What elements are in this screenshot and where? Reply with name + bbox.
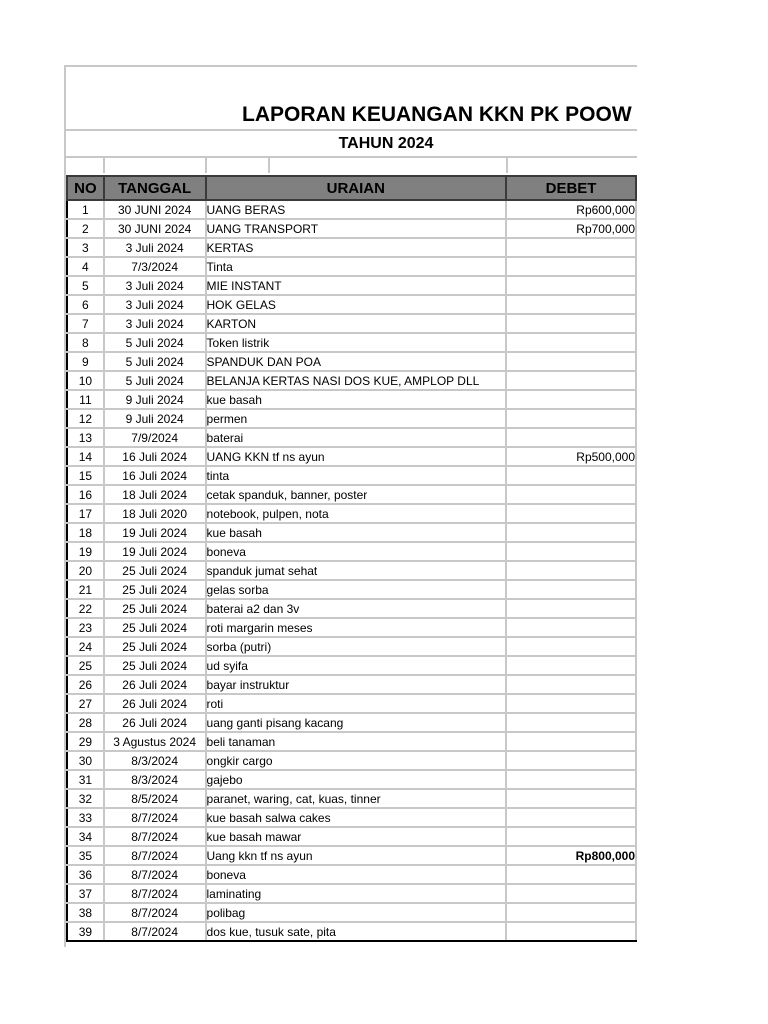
cell-uraian[interactable]: KARTON [206, 314, 507, 333]
cell-tanggal[interactable]: 8/7/2024 [104, 922, 206, 941]
cell-no[interactable]: 35 [67, 846, 104, 865]
table-row [67, 732, 636, 751]
cell-tanggal[interactable]: 8/5/2024 [104, 789, 206, 808]
table-row [67, 257, 636, 276]
cell-uraian[interactable]: boneva [206, 542, 507, 561]
cell-debet[interactable] [506, 276, 636, 295]
cell-no[interactable]: 30 [67, 751, 104, 770]
cell-tanggal[interactable]: 30 JUNI 2024 [104, 200, 206, 219]
cell-no[interactable]: 36 [67, 865, 104, 884]
cell-debet[interactable] [506, 466, 636, 485]
cell-no[interactable]: 9 [67, 352, 104, 371]
cell-no[interactable]: 13 [67, 428, 104, 447]
cell-uraian[interactable]: gajebo [206, 770, 507, 789]
cell-uraian[interactable]: UANG TRANSPORT [206, 219, 507, 238]
table-row [67, 770, 636, 789]
finance-table [66, 175, 637, 942]
table-row [67, 922, 636, 941]
cell-tanggal[interactable]: 25 Juli 2024 [104, 580, 206, 599]
cell-uraian[interactable]: boneva [206, 865, 507, 884]
cell-tanggal[interactable]: 26 Juli 2024 [104, 713, 206, 732]
cell-debet[interactable] [506, 352, 636, 371]
cell-debet[interactable] [506, 542, 636, 561]
cell-tanggal[interactable]: 19 Juli 2024 [104, 542, 206, 561]
table-row [67, 827, 636, 846]
cell-debet[interactable] [506, 504, 636, 523]
cell-debet[interactable] [506, 922, 636, 941]
cell-uraian[interactable]: sorba (putri) [206, 637, 507, 656]
cell-tanggal[interactable]: 25 Juli 2024 [104, 599, 206, 618]
cell-debet[interactable] [506, 713, 636, 732]
cell-uraian[interactable]: baterai a2 dan 3v [206, 599, 507, 618]
cell-uraian[interactable]: roti [206, 694, 507, 713]
cell-debet[interactable]: Rp800,000 [506, 846, 636, 865]
cell-no[interactable]: 14 [67, 447, 104, 466]
cell-no[interactable]: 10 [67, 371, 104, 390]
cell-tanggal[interactable]: 18 Juli 2020 [104, 504, 206, 523]
cell-no[interactable]: 6 [67, 295, 104, 314]
cell-debet[interactable] [506, 314, 636, 333]
cell-debet[interactable] [506, 238, 636, 257]
cell-debet[interactable] [506, 599, 636, 618]
cell-tanggal[interactable]: 8/7/2024 [104, 808, 206, 827]
cell-no[interactable]: 32 [67, 789, 104, 808]
table-row [67, 390, 636, 409]
cell-tanggal[interactable]: 26 Juli 2024 [104, 694, 206, 713]
cell-debet[interactable] [506, 295, 636, 314]
col-header-uraian[interactable]: URAIAN [206, 176, 507, 200]
cell-uraian[interactable]: permen [206, 409, 507, 428]
cell-debet[interactable] [506, 257, 636, 276]
cell-no[interactable]: 12 [67, 409, 104, 428]
cell-no[interactable]: 22 [67, 599, 104, 618]
cell-debet[interactable] [506, 637, 636, 656]
cell-debet[interactable] [506, 618, 636, 637]
cell-tanggal[interactable]: 18 Juli 2024 [104, 485, 206, 504]
cell-debet[interactable] [506, 485, 636, 504]
table-row [67, 789, 636, 808]
cell-uraian[interactable]: BELANJA KERTAS NASI DOS KUE, AMPLOP DLL [206, 371, 507, 390]
cell-tanggal[interactable]: 7/9/2024 [104, 428, 206, 447]
cell-debet[interactable] [506, 675, 636, 694]
cell-no[interactable]: 25 [67, 656, 104, 675]
cell-uraian[interactable]: SPANDUK DAN POA [206, 352, 507, 371]
cell-uraian[interactable]: laminating [206, 884, 507, 903]
cell-debet[interactable]: Rp500,000 [506, 447, 636, 466]
cell-uraian[interactable]: Uang kkn tf ns ayun [206, 846, 507, 865]
cell-uraian[interactable]: ongkir cargo [206, 751, 507, 770]
table-row [67, 637, 636, 656]
table-row [67, 200, 636, 219]
table-row [67, 618, 636, 637]
header-row [67, 176, 636, 200]
blank-row [66, 157, 637, 173]
cell-no[interactable]: 27 [67, 694, 104, 713]
cell-uraian[interactable]: spanduk jumat sehat [206, 561, 507, 580]
cell-tanggal[interactable]: 30 JUNI 2024 [104, 219, 206, 238]
cell-tanggal[interactable]: 8/7/2024 [104, 903, 206, 922]
table-row [67, 447, 636, 466]
cell-debet[interactable] [506, 390, 636, 409]
cell-no[interactable]: 3 [67, 238, 104, 257]
table-row [67, 409, 636, 428]
cell-uraian[interactable]: ud syifa [206, 656, 507, 675]
cell-uraian[interactable]: paranet, waring, cat, kuas, tinner [206, 789, 507, 808]
cell-uraian[interactable]: MIE INSTANT [206, 276, 507, 295]
cell-debet[interactable] [506, 371, 636, 390]
cell-debet[interactable] [506, 808, 636, 827]
cell-uraian[interactable]: uang ganti pisang kacang [206, 713, 507, 732]
spreadsheet [64, 65, 637, 947]
table-row [67, 276, 636, 295]
cell-debet[interactable] [506, 561, 636, 580]
cell-debet[interactable] [506, 333, 636, 352]
table-row [67, 466, 636, 485]
cell-tanggal[interactable]: 8/3/2024 [104, 751, 206, 770]
cell-no[interactable]: 38 [67, 903, 104, 922]
table-row [67, 846, 636, 865]
cell-uraian[interactable]: KERTAS [206, 238, 507, 257]
cell-debet[interactable] [506, 751, 636, 770]
cell-debet[interactable] [506, 523, 636, 542]
table-row [67, 713, 636, 732]
cell-no[interactable]: 34 [67, 827, 104, 846]
cell-no[interactable]: 19 [67, 542, 104, 561]
table-row [67, 295, 636, 314]
cell-uraian[interactable]: tinta [206, 466, 507, 485]
cell-uraian[interactable]: cetak spanduk, banner, poster [206, 485, 507, 504]
cell-no[interactable]: 8 [67, 333, 104, 352]
col-header-no[interactable]: NO [67, 176, 104, 200]
cell-no[interactable]: 31 [67, 770, 104, 789]
table-row [67, 352, 636, 371]
table-row [67, 523, 636, 542]
cell-debet[interactable] [506, 580, 636, 599]
col-header-tanggal[interactable]: TANGGAL [104, 176, 206, 200]
cell-tanggal[interactable]: 3 Juli 2024 [104, 276, 206, 295]
table-row [67, 694, 636, 713]
table-row [67, 238, 636, 257]
cell-uraian[interactable]: polibag [206, 903, 507, 922]
table-row [67, 333, 636, 352]
cell-no[interactable]: 28 [67, 713, 104, 732]
cell-uraian[interactable]: beli tanaman [206, 732, 507, 751]
cell-tanggal[interactable]: 16 Juli 2024 [104, 447, 206, 466]
cell-tanggal[interactable]: 5 Juli 2024 [104, 352, 206, 371]
cell-no[interactable]: 18 [67, 523, 104, 542]
report-title: LAPORAN KEUANGAN KKN PK POOW [242, 103, 632, 126]
cell-debet[interactable]: Rp600,000 [506, 200, 636, 219]
cell-uraian[interactable]: baterai [206, 428, 507, 447]
table-row [67, 656, 636, 675]
table-row [67, 751, 636, 770]
col-header-debet[interactable]: DEBET [506, 176, 636, 200]
cell-debet[interactable] [506, 656, 636, 675]
cell-no[interactable]: 1 [67, 200, 104, 219]
cell-tanggal[interactable]: 19 Juli 2024 [104, 523, 206, 542]
table-row [67, 542, 636, 561]
cell-uraian[interactable]: kue basah salwa cakes [206, 808, 507, 827]
cell-uraian[interactable]: bayar instruktur [206, 675, 507, 694]
cell-debet[interactable] [506, 884, 636, 903]
table-row [67, 865, 636, 884]
cell-no[interactable]: 20 [67, 561, 104, 580]
table-row [67, 371, 636, 390]
cell-uraian[interactable]: kue basah [206, 390, 507, 409]
cell-no[interactable]: 15 [67, 466, 104, 485]
cell-debet[interactable] [506, 732, 636, 751]
cell-uraian[interactable]: Tinta [206, 257, 507, 276]
cell-uraian[interactable]: kue basah mawar [206, 827, 507, 846]
table-row [67, 428, 636, 447]
cell-no[interactable]: 39 [67, 922, 104, 941]
cell-uraian[interactable]: gelas sorba [206, 580, 507, 599]
cell-debet[interactable] [506, 770, 636, 789]
table-row [67, 314, 636, 333]
cell-no[interactable]: 2 [67, 219, 104, 238]
cell-no[interactable]: 17 [67, 504, 104, 523]
cell-tanggal[interactable]: 8/7/2024 [104, 827, 206, 846]
cell-no[interactable]: 11 [67, 390, 104, 409]
cell-debet[interactable]: Rp700,000 [506, 219, 636, 238]
report-subtitle: TAHUN 2024 [338, 135, 434, 152]
cell-uraian[interactable]: HOK GELAS [206, 295, 507, 314]
table-row [67, 219, 636, 238]
cell-no[interactable]: 16 [67, 485, 104, 504]
cell-no[interactable]: 29 [67, 732, 104, 751]
cell-uraian[interactable]: Token listrik [206, 333, 507, 352]
table-row [67, 561, 636, 580]
cell-tanggal[interactable]: 25 Juli 2024 [104, 656, 206, 675]
cell-uraian[interactable]: dos kue, tusuk sate, pita [206, 922, 507, 941]
cell-no[interactable]: 21 [67, 580, 104, 599]
cell-debet[interactable] [506, 865, 636, 884]
cell-tanggal[interactable]: 3 Juli 2024 [104, 314, 206, 333]
cell-tanggal[interactable]: 8/7/2024 [104, 865, 206, 884]
table-row [67, 485, 636, 504]
cell-uraian[interactable]: UANG BERAS [206, 200, 507, 219]
cell-no[interactable]: 5 [67, 276, 104, 295]
cell-no[interactable]: 26 [67, 675, 104, 694]
cell-tanggal[interactable]: 3 Agustus 2024 [104, 732, 206, 751]
cell-debet[interactable] [506, 409, 636, 428]
cell-no[interactable]: 33 [67, 808, 104, 827]
cell-tanggal[interactable]: 5 Juli 2024 [104, 333, 206, 352]
cell-debet[interactable] [506, 827, 636, 846]
cell-no[interactable]: 24 [67, 637, 104, 656]
cell-tanggal[interactable]: 25 Juli 2024 [104, 637, 206, 656]
cell-tanggal[interactable]: 8/7/2024 [104, 884, 206, 903]
table-row [67, 599, 636, 618]
cell-tanggal[interactable]: 5 Juli 2024 [104, 371, 206, 390]
cell-debet[interactable] [506, 428, 636, 447]
cell-tanggal[interactable]: 8/3/2024 [104, 770, 206, 789]
table-row [67, 504, 636, 523]
cell-tanggal[interactable]: 3 Juli 2024 [104, 295, 206, 314]
cell-uraian[interactable]: roti margarin meses [206, 618, 507, 637]
table-row [67, 675, 636, 694]
cell-tanggal[interactable]: 16 Juli 2024 [104, 466, 206, 485]
cell-uraian[interactable]: kue basah [206, 523, 507, 542]
cell-tanggal[interactable]: 9 Juli 2024 [104, 409, 206, 428]
cell-tanggal[interactable]: 7/3/2024 [104, 257, 206, 276]
cell-debet[interactable] [506, 903, 636, 922]
cell-tanggal[interactable]: 9 Juli 2024 [104, 390, 206, 409]
cell-tanggal[interactable]: 8/7/2024 [104, 846, 206, 865]
table-row [67, 884, 636, 903]
cell-tanggal[interactable]: 3 Juli 2024 [104, 238, 206, 257]
cell-tanggal[interactable]: 26 Juli 2024 [104, 675, 206, 694]
divider [66, 129, 637, 131]
cell-uraian[interactable]: notebook, pulpen, nota [206, 504, 507, 523]
cell-no[interactable]: 23 [67, 618, 104, 637]
cell-tanggal[interactable]: 25 Juli 2024 [104, 618, 206, 637]
cell-debet[interactable] [506, 789, 636, 808]
cell-debet[interactable] [506, 694, 636, 713]
table-row [67, 808, 636, 827]
cell-tanggal[interactable]: 25 Juli 2024 [104, 561, 206, 580]
cell-no[interactable]: 4 [67, 257, 104, 276]
cell-uraian[interactable]: UANG KKN tf ns ayun [206, 447, 507, 466]
table-row [67, 903, 636, 922]
table-row [67, 580, 636, 599]
cell-no[interactable]: 7 [67, 314, 104, 333]
cell-no[interactable]: 37 [67, 884, 104, 903]
